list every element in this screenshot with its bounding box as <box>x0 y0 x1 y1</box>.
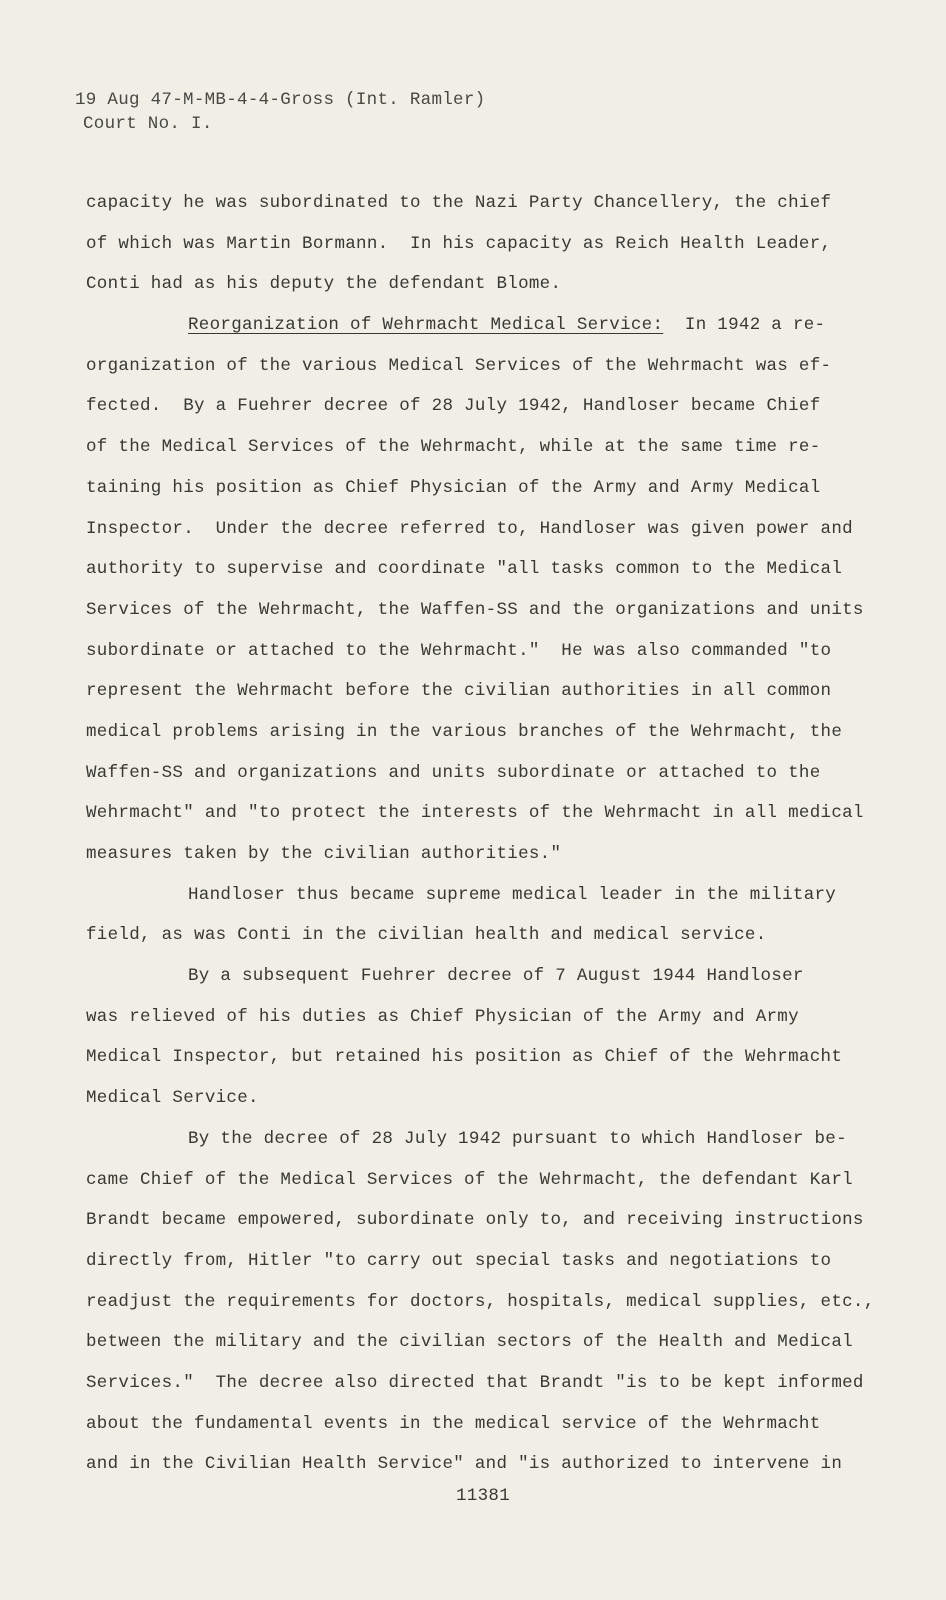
text-line: field, as was Conti in the civilian health and medical service. <box>86 925 767 946</box>
text-line: By the decree of 28 July 1942 pursuant to which Handloser be- <box>188 1128 847 1149</box>
text-line: about the fundamental events in the medical service of the Wehrmacht <box>86 1413 821 1434</box>
text-line: medical problems arising in the various branches of the Wehrmacht, the <box>86 721 843 742</box>
page-number: 11381 <box>455 1486 510 1506</box>
text-line: Medical Service. <box>86 1088 259 1109</box>
text-line: directly from, Hitler "to carry out special tasks and negotiations to <box>86 1250 832 1271</box>
text-line: measures taken by the civilian authorities." <box>86 844 562 864</box>
text-line: of which was Martin Bormann. In his capacity as Reich Health Leader, <box>86 233 832 254</box>
text-line: In 1942 a re- <box>684 315 826 336</box>
text-line: Services of the Wehrmacht, the Waffen-SS and the organizations and units <box>86 599 864 620</box>
text-line: Inspector. Under the decree referred to, Handloser was given power and <box>86 518 853 539</box>
header-court-line: Court No. I. <box>83 114 213 134</box>
text-line: authority to supervise and coordinate "all tasks common to the Medical <box>86 559 843 580</box>
text-line: Wehrmacht" and "to protect the interests of the Wehrmacht in all medical <box>86 803 864 824</box>
text-line: fected. By a Fuehrer decree of 28 July 1942, Handloser became Chief <box>86 396 821 417</box>
text-line: and in the Civilian Health Service" and "is authorized to intervene in <box>86 1454 843 1475</box>
text-line: readjust the requirements for doctors, hospitals, medical supplies, etc., <box>86 1291 875 1312</box>
section-heading: Reorganization of Wehrmacht Medical Service: <box>188 315 664 336</box>
text-line: Brandt became empowered, subordinate only to, and receiving instructions <box>86 1210 864 1231</box>
text-line: Services." The decree also directed that Brandt "is to be kept informed <box>86 1372 864 1393</box>
header-session-line: 19 Aug 47-M-MB-4-4-Gross (Int. Ramler) <box>75 90 486 110</box>
text-line: By a subsequent Fuehrer decree of 7 August 1944 Handloser <box>188 966 804 987</box>
text-line: came Chief of the Medical Services of the Wehrmacht, the defendant Karl <box>86 1169 853 1190</box>
text-line: Conti had as his deputy the defendant Blome. <box>86 274 562 295</box>
text-line: subordinate or attached to the Wehrmacht." He was also commanded "to <box>86 640 832 661</box>
section-heading-line <box>86 305 826 346</box>
text-line: taining his position as Chief Physician of the Army and Army Medical <box>86 477 821 498</box>
text-line: represent the Wehrmacht before the civilian authorities in all common <box>86 681 832 702</box>
text-line: capacity he was subordinated to the Nazi Party Chancellery, the chief <box>86 193 832 213</box>
text-line: was relieved of his duties as Chief Physician of the Army and Army <box>86 1006 799 1027</box>
body-text <box>86 183 875 1485</box>
text-line: of the Medical Services of the Wehrmacht, while at the same time re- <box>86 437 821 458</box>
text-line: Medical Inspector, but retained his position as Chief of the Wehrmacht <box>86 1047 843 1068</box>
text-line: Handloser thus became supreme medical leader in the military <box>188 884 837 905</box>
text-line: Waffen-SS and organizations and units subordinate or attached to the <box>86 762 821 783</box>
text-line: between the military and the civilian sectors of the Health and Medical <box>86 1332 853 1353</box>
document-header <box>75 88 485 136</box>
text-line: organization of the various Medical Services of the Wehrmacht was ef- <box>86 355 832 376</box>
